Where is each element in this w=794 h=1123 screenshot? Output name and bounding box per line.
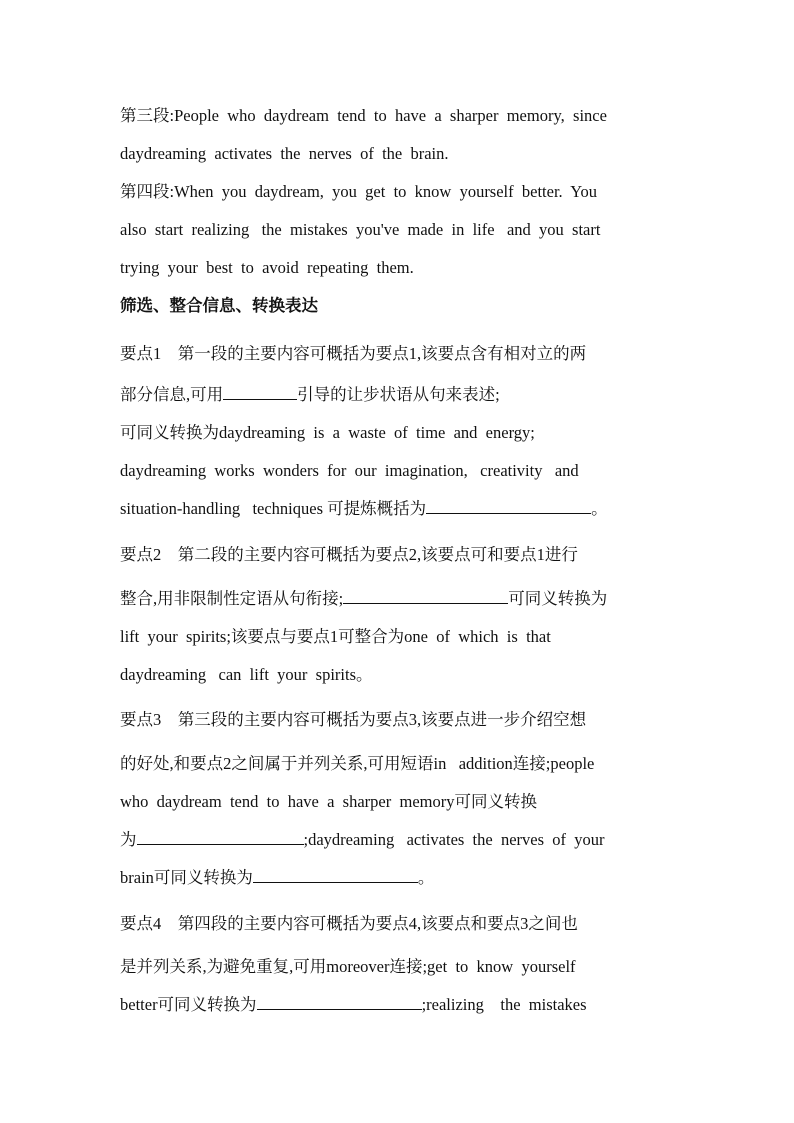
point1-line-4: daydreaming works wonders for our imagination, creativity and	[120, 461, 579, 480]
point3-line-4-before: 为	[120, 830, 137, 849]
point4-line-3-after: ;realizing the mistakes	[421, 995, 587, 1014]
point3-line-4-after: ;daydreaming activates the nerves of your	[303, 830, 605, 849]
point4-line-1: 要点4 第四段的主要内容可概括为要点4,该要点和要点3之间也	[120, 914, 578, 933]
point3-line-1: 要点3 第三段的主要内容可概括为要点3,该要点进一步介绍空想	[120, 710, 587, 729]
point4-line-3	[120, 994, 587, 1016]
para3-line-1: 第三段:People who daydream tend to have a sharper memory, since	[120, 106, 607, 125]
point1-line-1: 要点1 第一段的主要内容可概括为要点1,该要点含有相对立的两	[120, 344, 587, 363]
point3-line-5	[120, 867, 434, 889]
para4-line-3: trying your best to avoid repeating them.	[120, 258, 414, 277]
point1-line-2-after: 引导的让步状语从句来表述;	[297, 385, 500, 404]
point2-line-2-before: 整合,用非限制性定语从句衔接;	[120, 589, 344, 608]
answer-blank-3[interactable]	[343, 588, 508, 604]
point3-line-5-before: brain可同义转换为	[120, 868, 253, 887]
answer-blank-2[interactable]	[426, 498, 591, 514]
point4-line-2: 是并列关系,为避免重复,可用moreover连接;get to know yourself	[120, 957, 576, 976]
answer-blank-1[interactable]	[223, 384, 297, 400]
answer-blank-4[interactable]	[137, 829, 304, 845]
point3-line-5-after: 。	[417, 868, 435, 887]
point3-line-2: 的好处,和要点2之间属于并列关系,可用短语in addition连接;people	[120, 754, 595, 773]
point3-line-4	[120, 829, 605, 851]
point4-line-3-before: better可同义转换为	[120, 995, 257, 1014]
point2-line-1: 要点2 第二段的主要内容可概括为要点2,该要点可和要点1进行	[120, 545, 578, 564]
point1-line-5-before: situation-handling techniques 可提炼概括为	[120, 499, 427, 518]
point1-line-2	[120, 384, 500, 406]
point2-line-2-after: 可同义转换为	[508, 589, 608, 608]
section-heading: 筛选、整合信息、转换表达	[120, 296, 318, 315]
para4-line-1: 第四段:When you daydream, you get to know yourself better. You	[120, 182, 598, 201]
point1-line-3: 可同义转换为daydreaming is a waste of time and energy;	[120, 423, 535, 442]
point1-line-2-before: 部分信息,可用	[120, 385, 224, 404]
para4-line-2: also start realizing the mistakes you've made in life and you start	[120, 220, 601, 239]
point1-line-5-after: 。	[591, 499, 608, 518]
point1-line-5	[120, 498, 608, 520]
answer-blank-6[interactable]	[257, 994, 422, 1010]
point2-line-4: daydreaming can lift your spirits。	[120, 665, 373, 684]
point2-line-2	[120, 588, 607, 610]
point3-line-3: who daydream tend to have a sharper memory可同义转换	[120, 792, 537, 811]
answer-blank-5[interactable]	[253, 867, 418, 883]
para3-line-2: daydreaming activates the nerves of the brain.	[120, 144, 449, 163]
point2-line-3: lift your spirits;该要点与要点1可整合为one of which is that	[120, 627, 551, 646]
